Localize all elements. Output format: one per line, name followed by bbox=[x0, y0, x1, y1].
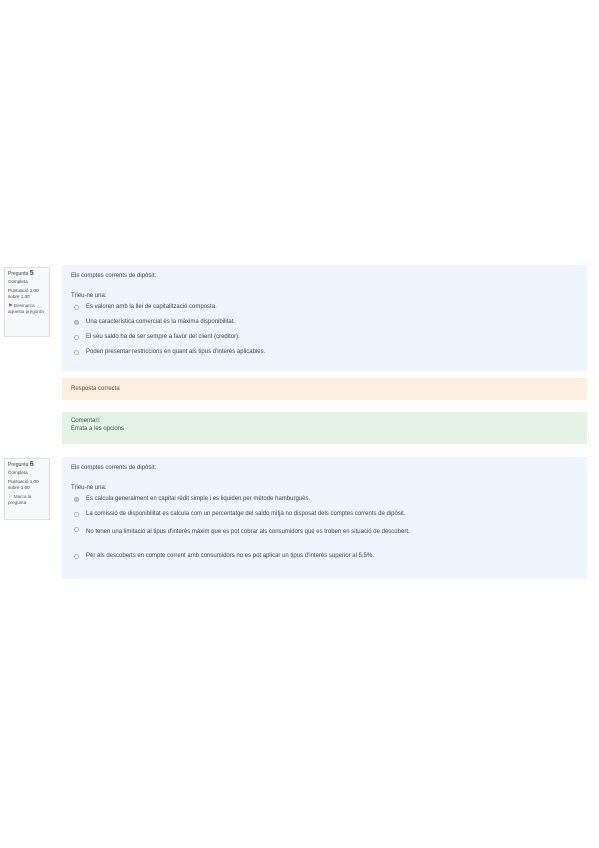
option-label: La comissió de disponibilitat es calcula com un percentatge del saldo mitjà no disposat dels comptes corrents de dipòsit. bbox=[86, 511, 406, 517]
option-label: No tenen una limitació al tipus d'interès màxim que es pot cobrar als consumidors que es troben en situació de descobert. bbox=[86, 529, 410, 535]
question-number bbox=[8, 462, 46, 468]
question-text: Els comptes corrents de dipòsit: bbox=[71, 273, 157, 279]
option-label: Poden presentar restriccions en quant als tipus d'interès aplicables. bbox=[86, 349, 266, 355]
general-feedback-text: Errata a les opcions bbox=[71, 426, 125, 432]
question-label: Pregunta bbox=[8, 462, 29, 468]
question-state: Completa bbox=[8, 470, 28, 475]
question-number-value: 6 bbox=[29, 461, 34, 468]
answer-option[interactable] bbox=[74, 525, 578, 552]
question-info-6 bbox=[4, 458, 50, 520]
answer-option[interactable] bbox=[74, 348, 578, 363]
radio-button[interactable] bbox=[74, 554, 79, 559]
feedback-correct bbox=[62, 378, 587, 400]
question-content-6 bbox=[62, 457, 587, 579]
question-content-5 bbox=[62, 265, 587, 371]
answer-option[interactable] bbox=[74, 318, 578, 333]
option-label: El seu saldo ha de ser sempre a favor del client (creditor). bbox=[86, 334, 240, 340]
flag-outline-icon: ⚐ bbox=[8, 494, 13, 500]
option-label: Es valoren amb la llei de capitalització composta. bbox=[86, 304, 217, 310]
question-label: Pregunta bbox=[8, 271, 29, 277]
question-state: Completa bbox=[8, 279, 28, 284]
flag-icon: ⚑ bbox=[8, 303, 13, 309]
radio-button[interactable] bbox=[74, 497, 79, 502]
answer-option[interactable] bbox=[74, 303, 578, 318]
answer-prompt: Trieu-ne una: bbox=[71, 485, 107, 491]
radio-button[interactable] bbox=[74, 527, 79, 532]
radio-button[interactable] bbox=[74, 320, 79, 325]
answer-prompt: Trieu-ne una: bbox=[71, 293, 107, 299]
question-grade: Puntuació 1,00 sobre 1,00 bbox=[8, 479, 39, 490]
flag-question-link[interactable] bbox=[8, 494, 46, 506]
radio-button[interactable] bbox=[74, 512, 79, 517]
answer-option[interactable] bbox=[74, 552, 578, 567]
option-label: Una característica comercial és la màxima disponibilitat. bbox=[86, 319, 236, 325]
flag-question-link[interactable] bbox=[8, 303, 46, 315]
radio-button[interactable] bbox=[74, 335, 79, 340]
radio-button[interactable] bbox=[74, 350, 79, 355]
question-number bbox=[8, 271, 46, 277]
question-text: Els comptes corrents de dipòsit: bbox=[71, 465, 157, 471]
question-info-5 bbox=[4, 267, 50, 337]
feedback-correct-text: Resposta correcta bbox=[71, 386, 120, 392]
flag-label: Desmarca aquesta pregunta bbox=[8, 303, 44, 314]
general-feedback bbox=[62, 412, 587, 444]
option-label: Per als descoberts en compte corrent amb consumidors no es pot aplicar un tipus d'interès superior al 5,5%. bbox=[86, 553, 374, 559]
question-grade: Puntuació 1,00 sobre 1,00 bbox=[8, 288, 39, 299]
general-feedback-title: Comentari: bbox=[71, 418, 101, 424]
flag-label: Marca la pregunta bbox=[8, 494, 32, 505]
question-number-value: 5 bbox=[29, 270, 34, 277]
answer-option[interactable] bbox=[74, 495, 578, 510]
radio-button[interactable] bbox=[74, 305, 79, 310]
answer-option[interactable] bbox=[74, 333, 578, 348]
answer-option[interactable] bbox=[74, 510, 578, 525]
option-label: Es calcula generalment en capital rèdit simple i es liquiden per mètode hamburguès. bbox=[86, 496, 311, 502]
